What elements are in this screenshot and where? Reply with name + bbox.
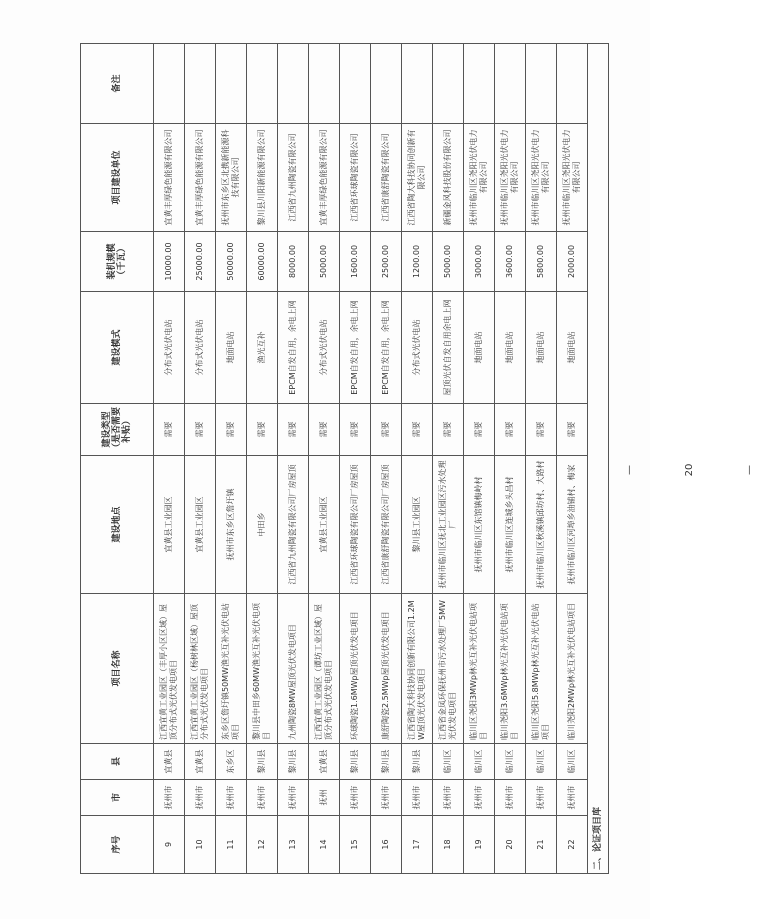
- table-cell: 抚州市: [526, 780, 557, 816]
- table-cell: 抚州市: [340, 780, 371, 816]
- table-header-row: [81, 44, 154, 874]
- table-cell: 抚州市: [185, 780, 216, 816]
- table-cell: 江西省康舒陶瓷有限公司厂房屋顶: [371, 456, 402, 594]
- table-cell: 江西省陶大科技协同创新有限公司: [402, 124, 433, 232]
- table-cell: 抚州市: [557, 780, 588, 816]
- table-cell: 宜黄县工业园区: [185, 456, 216, 594]
- table-cell: 分布式光伏电站: [309, 292, 340, 404]
- table-cell: 江西宜黄工业园区（杨树林区域）屋顶分布式光伏发电项目: [185, 594, 216, 744]
- table-cell: 需要: [185, 404, 216, 456]
- table-cell: 5000.00: [309, 232, 340, 292]
- table-cell: [185, 44, 216, 124]
- table-cell: 抚州市临川区抚北工业园区污水处理厂: [433, 456, 464, 594]
- table-body: [154, 44, 609, 874]
- table-cell: 需要: [247, 404, 278, 456]
- header-cell: 市: [81, 780, 154, 816]
- table-cell: 中田乡: [247, 456, 278, 594]
- table-cell: 康舒陶瓷2.5MWp屋顶光伏发电项目: [371, 594, 402, 744]
- table-cell: 需要: [216, 404, 247, 456]
- table-cell: 需要: [526, 404, 557, 456]
- table-cell: 60000.00: [247, 232, 278, 292]
- table-cell: 抚州市临川区尧阳光伏电力有限公司: [557, 124, 588, 232]
- table-cell: [464, 44, 495, 124]
- table-cell: 宜黄县工业园区: [154, 456, 185, 594]
- table-cell: 需要: [464, 404, 495, 456]
- table-cell: 18: [433, 816, 464, 874]
- table-row: [402, 44, 433, 874]
- table-cell: 分布式光伏电站: [402, 292, 433, 404]
- table-cell: 需要: [495, 404, 526, 456]
- table-cell: 19: [464, 816, 495, 874]
- table-cell: 抚州市东乡区詹圩镇: [216, 456, 247, 594]
- table-cell: 地面电站: [526, 292, 557, 404]
- header-cell: 建设模式: [81, 292, 154, 404]
- table-cell: 宜黄县: [185, 744, 216, 780]
- table-cell: 需要: [278, 404, 309, 456]
- rotated-table-wrapper: [80, 44, 603, 874]
- table-cell: 江西省金凤环保抚州市污水处理厂5MW光伏发电项目: [433, 594, 464, 744]
- table-cell: 3000.00: [464, 232, 495, 292]
- header-cell: 项目建设单位: [81, 124, 154, 232]
- table-cell: 宜黄丰厚绿色能源有限公司: [154, 124, 185, 232]
- table-cell: 10000.00: [154, 232, 185, 292]
- table-row: [278, 44, 309, 874]
- header-cell: 装机规模（千瓦）: [81, 232, 154, 292]
- table-cell: 江西宜黄工业园区（丰厚小区区域）屋顶分布式光伏发电项目: [154, 594, 185, 744]
- table-cell: 渔光互补: [247, 292, 278, 404]
- section-label: 二、论证项目库: [588, 44, 609, 874]
- table-cell: 15: [340, 816, 371, 874]
- table-cell: 临川区: [433, 744, 464, 780]
- header-cell: 县: [81, 744, 154, 780]
- table-cell: 抚州市: [247, 780, 278, 816]
- table-row: [495, 44, 526, 874]
- table-cell: 新疆金风科技股份有限公司: [433, 124, 464, 232]
- table-cell: 抚州市临川区尧阳光伏电力有限公司: [526, 124, 557, 232]
- table-cell: 抚州市: [464, 780, 495, 816]
- table-cell: 需要: [154, 404, 185, 456]
- table-row: [526, 44, 557, 874]
- page-number: — 20 —: [624, 463, 755, 477]
- table-cell: 2500.00: [371, 232, 402, 292]
- table-cell: 3600.00: [495, 232, 526, 292]
- table-cell: 5000.00: [433, 232, 464, 292]
- table-cell: 需要: [371, 404, 402, 456]
- table-cell: 黎川县: [278, 744, 309, 780]
- table-cell: 宜黄县: [154, 744, 185, 780]
- table-cell: 16: [371, 816, 402, 874]
- table-cell: EPCM自发自用，余电上网: [340, 292, 371, 404]
- table-row: [557, 44, 588, 874]
- table-cell: 地面电站: [464, 292, 495, 404]
- table-cell: 江西省九州陶瓷有限公司厂房屋顶: [278, 456, 309, 594]
- table-cell: 抚州市临川区尧阳光伏电力有限公司: [495, 124, 526, 232]
- table-cell: 25000.00: [185, 232, 216, 292]
- header-cell: 序号: [81, 816, 154, 874]
- table-cell: [247, 44, 278, 124]
- table-cell: 抚州市临川区东馆镇梅岭村: [464, 456, 495, 594]
- table-cell: 江西省康舒陶瓷有限公司: [371, 124, 402, 232]
- table-cell: 需要: [557, 404, 588, 456]
- table-cell: 14: [309, 816, 340, 874]
- table-cell: 抚州市: [402, 780, 433, 816]
- header-cell: 建设地点: [81, 456, 154, 594]
- table-cell: 黎川县: [371, 744, 402, 780]
- table-cell: 江西宜黄工业园区（谭坊工业区域）屋顶分布式光伏发电项目: [309, 594, 340, 744]
- table-cell: 东乡区: [216, 744, 247, 780]
- table-cell: 黎川县: [247, 744, 278, 780]
- table-cell: 抚州市: [433, 780, 464, 816]
- table-cell: 抚州市临川区秋溪镇邱坊村、大路村: [526, 456, 557, 594]
- table-cell: 需要: [340, 404, 371, 456]
- table-cell: 需要: [433, 404, 464, 456]
- table-cell: 临川尧阳2MWp林光互补光伏电站项目: [557, 594, 588, 744]
- table-cell: 地面电站: [557, 292, 588, 404]
- table-cell: [371, 44, 402, 124]
- table-cell: 21: [526, 816, 557, 874]
- table-cell: 临川区: [495, 744, 526, 780]
- table-cell: 东乡区詹圩镇50MW渔光互补光伏电站项目: [216, 594, 247, 744]
- table-row: [340, 44, 371, 874]
- header-cell: 建设类型（是否需要补贴）: [81, 404, 154, 456]
- table-cell: 分布式光伏电站: [154, 292, 185, 404]
- table-cell: 黎川县工业园区: [402, 456, 433, 594]
- table-cell: 抚州市: [278, 780, 309, 816]
- table-cell: [154, 44, 185, 124]
- table-cell: 抚州市: [154, 780, 185, 816]
- table-cell: 10: [185, 816, 216, 874]
- table-cell: 抚州市: [216, 780, 247, 816]
- table-cell: 22: [557, 816, 588, 874]
- table-cell: 地面电站: [216, 292, 247, 404]
- table-cell: 黎川县: [340, 744, 371, 780]
- table-cell: 屋顶光伏自发自用余电上网: [433, 292, 464, 404]
- table-cell: 黎川县: [402, 744, 433, 780]
- table-cell: EPCM自发自用，余电上网: [278, 292, 309, 404]
- table-cell: 20: [495, 816, 526, 874]
- table-cell: 江西省环球陶瓷有限公司厂房屋顶: [340, 456, 371, 594]
- table-row: [433, 44, 464, 874]
- table-cell: 抚州市临川区河埠乡油铺村、梅家: [557, 456, 588, 594]
- table-cell: [433, 44, 464, 124]
- table-cell: 抚州市: [371, 780, 402, 816]
- table-cell: 临川区尧阳5.8MWp林光互补光伏电站项目: [526, 594, 557, 744]
- table-row: [154, 44, 185, 874]
- table-cell: 临川尧阳3.6MWp林光互补光伏电站项目: [495, 594, 526, 744]
- table-cell: [278, 44, 309, 124]
- table-cell: 临川区尧阳3MWp林光互补光伏电站项目: [464, 594, 495, 744]
- table-cell: 12: [247, 816, 278, 874]
- table-row: [247, 44, 278, 874]
- table-cell: 地面电站: [495, 292, 526, 404]
- table-cell: [495, 44, 526, 124]
- table-cell: EPCM自发自用，余电上网: [371, 292, 402, 404]
- table-cell: 抚州市: [495, 780, 526, 816]
- table-cell: 宜黄县工业园区: [309, 456, 340, 594]
- header-cell: 项目名称: [81, 594, 154, 744]
- table-row: [371, 44, 402, 874]
- table-row: [216, 44, 247, 874]
- table-cell: 17: [402, 816, 433, 874]
- table-cell: 黎川县中田乡60MW渔光互补光伏电项目: [247, 594, 278, 744]
- table-cell: 5800.00: [526, 232, 557, 292]
- table-cell: 抚州市临川区连城乡头昌村: [495, 456, 526, 594]
- table-cell: 九州陶瓷8MW屋顶光伏发电项目: [278, 594, 309, 744]
- table-cell: 50000.00: [216, 232, 247, 292]
- table-cell: 临川区: [464, 744, 495, 780]
- table-cell: 抚州: [309, 780, 340, 816]
- table-cell: 13: [278, 816, 309, 874]
- table-cell: 江西省陶大科技协同创新有限公司1.2MW屋顶光伏发电项目: [402, 594, 433, 744]
- project-table: [80, 43, 609, 874]
- table-cell: 宜黄丰厚绿色能源有限公司: [309, 124, 340, 232]
- table-cell: 抚州市东乡区北携新能源科技有限公司: [216, 124, 247, 232]
- table-cell: 抚州市临川区尧阳光伏电力有限公司: [464, 124, 495, 232]
- table-cell: 分布式光伏电站: [185, 292, 216, 404]
- table-cell: [309, 44, 340, 124]
- table-row: [185, 44, 216, 874]
- table-cell: 需要: [402, 404, 433, 456]
- table-cell: 环球陶瓷1.6MWp屋顶光伏发电项目: [340, 594, 371, 744]
- table-cell: 需要: [309, 404, 340, 456]
- header-cell: 备注: [81, 44, 154, 124]
- table-cell: 9: [154, 816, 185, 874]
- table-cell: 江西省九州陶瓷有限公司: [278, 124, 309, 232]
- table-cell: 1200.00: [402, 232, 433, 292]
- table-cell: [340, 44, 371, 124]
- table-row: [309, 44, 340, 874]
- table-cell: [526, 44, 557, 124]
- table-cell: [402, 44, 433, 124]
- table-cell: [216, 44, 247, 124]
- table-cell: [557, 44, 588, 124]
- table-cell: 临川区: [557, 744, 588, 780]
- table-row: [464, 44, 495, 874]
- table-cell: 黎川县川阳新能源有限公司: [247, 124, 278, 232]
- table-cell: 临川区: [526, 744, 557, 780]
- table-cell: 1600.00: [340, 232, 371, 292]
- table-cell: 宜黄丰厚绿色能源有限公司: [185, 124, 216, 232]
- table-cell: 江西省环球陶瓷有限公司: [340, 124, 371, 232]
- table-cell: 宜黄县: [309, 744, 340, 780]
- table-cell: 8000.00: [278, 232, 309, 292]
- table-cell: 2000.00: [557, 232, 588, 292]
- table-cell: 11: [216, 816, 247, 874]
